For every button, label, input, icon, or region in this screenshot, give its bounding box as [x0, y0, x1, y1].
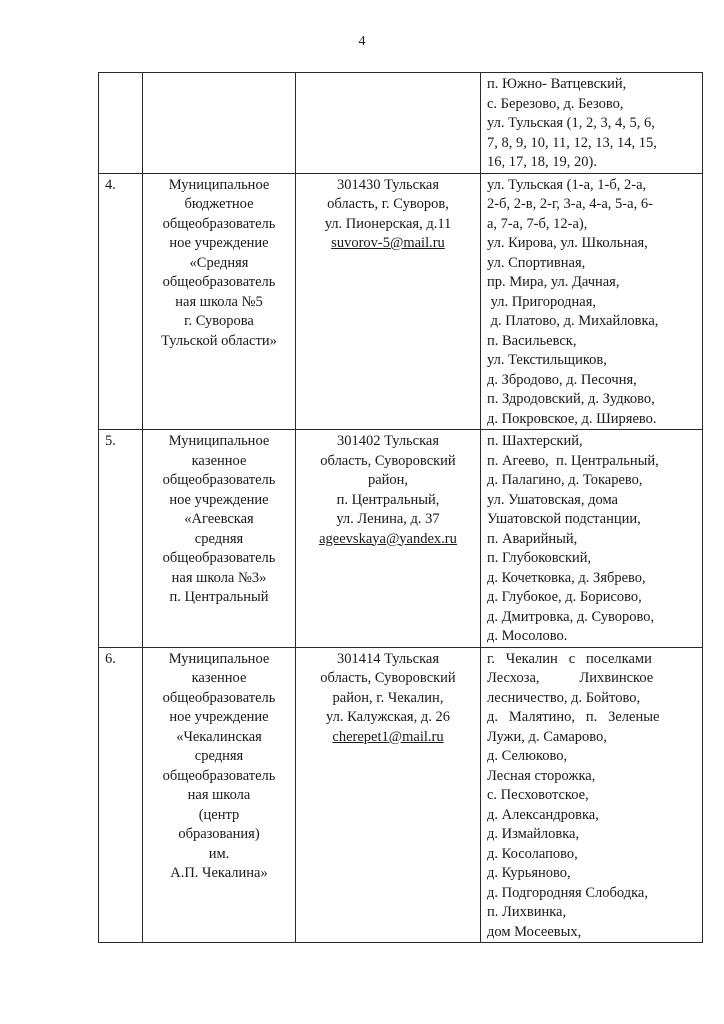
service-area-line: а, 7-а, 7-б, 12-а), [487, 215, 588, 232]
address-line: ул. Калужская, д. 26 [326, 709, 450, 725]
school-name-line: общеобразователь [162, 274, 276, 290]
school-name-line: средняя [194, 748, 244, 764]
service-area-line: д. Платово, д. Михайловка, [487, 313, 659, 329]
service-area-cell [481, 647, 703, 943]
school-name-cell [143, 647, 296, 943]
service-area-line: д. Селюково, [487, 748, 568, 764]
school-name-line: г. Суворова [184, 313, 254, 329]
schools-table [98, 72, 703, 943]
school-name-line: ная школа №3» [171, 569, 267, 586]
service-area-line: п. Аварийный, [487, 530, 578, 547]
service-area-line: лесничество, д. Бойтово, [487, 689, 641, 706]
school-name-line: «Чекалинская [176, 728, 262, 745]
address-cell [296, 173, 481, 430]
service-area-cell [481, 73, 703, 174]
school-name-cell [143, 430, 296, 648]
service-area-cell [481, 430, 703, 648]
email-link[interactable]: ageevskaya@yandex.ru [319, 530, 457, 547]
school-name-cell [143, 73, 296, 174]
service-area-line: п. Васильевск, [487, 332, 577, 349]
service-area-line: д. Дмитровка, д. Суворово, [487, 608, 655, 625]
row-number: 4. [99, 173, 143, 430]
address-line: район, г. Чекалин, [332, 689, 444, 706]
address-line: область, Суворовский [320, 452, 456, 469]
service-area-line: Лужи, д. Самарово, [487, 728, 607, 745]
school-name-line: «Средняя [189, 254, 249, 271]
school-name-line: ное учреждение [169, 491, 269, 508]
service-area-line: д. Палагино, д. Токарево, [487, 472, 643, 488]
school-name-line: общеобразователь [162, 689, 276, 706]
school-name-line: казенное [191, 452, 247, 469]
table-row [99, 647, 703, 943]
school-name-line: образования) [178, 826, 260, 842]
service-area-line: с. Песховотское, [487, 787, 589, 803]
service-area-line: д. Косолапово, [487, 845, 578, 862]
service-area-line: д. Малятино, п. Зеленые [487, 709, 660, 725]
school-name-line: Тульской области» [161, 332, 277, 349]
school-name-line: средняя [194, 530, 244, 547]
service-area-line: Ушатовской подстанции, [487, 511, 641, 527]
table-row [99, 430, 703, 648]
school-name-line: (центр [198, 806, 240, 823]
address-cell [296, 430, 481, 648]
service-area-line: с. Березово, д. Безово, [487, 95, 624, 112]
address-line: п. Центральный, [336, 491, 440, 508]
service-area-line: д. Курьяново, [487, 865, 571, 881]
table-row [99, 73, 703, 174]
service-area-line: ул. Пригородная, [487, 293, 596, 310]
school-name-line: п. Центральный [169, 589, 269, 605]
school-name-line: казенное [191, 670, 247, 686]
address-cell [296, 73, 481, 174]
service-area-line: 16, 17, 18, 19, 20). [487, 154, 597, 170]
school-name-line: А.П. Чекалина» [170, 865, 268, 881]
school-name-line: ное учреждение [169, 709, 269, 725]
service-area-line: п. Южно- Ватцевский, [487, 76, 627, 92]
service-area-line: д. Подгородняя Слободка, [487, 884, 648, 901]
school-name-line: Муниципальное [168, 176, 270, 193]
service-area-line: ул. Текстильщиков, [487, 352, 607, 368]
school-name-line: общеобразователь [162, 767, 276, 784]
service-area-line: п. Глубоковский, [487, 550, 592, 566]
service-area-line: п. Здродовский, д. Зудково, [487, 391, 655, 407]
school-name-line: им. [208, 845, 230, 862]
address-line: область, Суворовский [320, 670, 456, 686]
service-area-line: пр. Мира, ул. Дачная, [487, 274, 620, 290]
service-area-line: д. Покровское, д. Ширяево. [487, 410, 657, 427]
service-area-line: д. Александровка, [487, 806, 599, 823]
service-area-line: п. Агеево, п. Центральный, [487, 452, 659, 469]
school-name-line: общеобразователь [162, 215, 276, 232]
service-area-line: д. Глубокое, д. Борисово, [487, 589, 642, 605]
school-name-line: бюджетное [184, 196, 254, 212]
email-link[interactable]: suvorov-5@mail.ru [331, 235, 445, 251]
address-line: 301402 Тульская [336, 433, 440, 449]
service-area-line: г. Чекалин с поселками [487, 650, 652, 667]
school-name-line: «Агеевская [184, 511, 254, 527]
service-area-line: ул. Кирова, ул. Школьная, [487, 235, 648, 251]
school-name-line: Муниципальное [168, 433, 270, 449]
email-link[interactable]: cherepet1@mail.ru [332, 728, 444, 745]
row-number: 6. [99, 647, 143, 943]
service-area-line: ул. Тульская (1, 2, 3, 4, 5, 6, [487, 115, 655, 131]
service-area-line: д. Измайловка, [487, 826, 580, 842]
address-line: 301414 Тульская [336, 650, 440, 667]
service-area-line: ул. Ушатовская, дома [487, 491, 618, 508]
school-name-cell [143, 173, 296, 430]
school-name-line: Муниципальное [168, 650, 270, 667]
address-line: 301430 Тульская [336, 176, 440, 193]
service-area-line: ул. Тульская (1-а, 1-б, 2-а, [487, 176, 647, 193]
row-number: 5. [99, 430, 143, 648]
service-area-line: Лесхоза, Лихвинское [487, 670, 654, 686]
school-name-line: ное учреждение [169, 235, 269, 251]
address-line: область, г. Суворов, [327, 196, 449, 212]
address-line: ул. Ленина, д. 37 [336, 511, 440, 527]
service-area-line: 2-б, 2-в, 2-г, 3-а, 4-а, 5-а, 6- [487, 196, 653, 212]
row-number [99, 73, 143, 174]
service-area-line: дом Мосеевых, [487, 923, 582, 940]
address-cell [296, 647, 481, 943]
service-area-line: п. Шахтерский, [487, 433, 583, 449]
service-area-line: д. Мосолово. [487, 628, 568, 644]
service-area-line: д. Кочетковка, д. Зябрево, [487, 569, 646, 586]
service-area-cell [481, 173, 703, 430]
service-area-line: 7, 8, 9, 10, 11, 12, 13, 14, 15, [487, 134, 657, 151]
table-row [99, 173, 703, 430]
school-name-line: ная школа [187, 787, 251, 803]
service-area-line: п. Лихвинка, [487, 904, 567, 920]
school-name-line: общеобразователь [162, 550, 276, 566]
school-name-line: общеобразователь [162, 472, 276, 488]
service-area-line: Лесная сторожка, [487, 767, 596, 784]
page-number: 4 [358, 34, 366, 49]
school-name-line: ная школа №5 [175, 293, 263, 310]
service-area-line: ул. Спортивная, [487, 254, 586, 271]
address-line: район, [367, 472, 409, 488]
service-area-line: д. Збродово, д. Песочня, [487, 371, 637, 388]
address-line: ул. Пионерская, д.11 [324, 215, 452, 232]
